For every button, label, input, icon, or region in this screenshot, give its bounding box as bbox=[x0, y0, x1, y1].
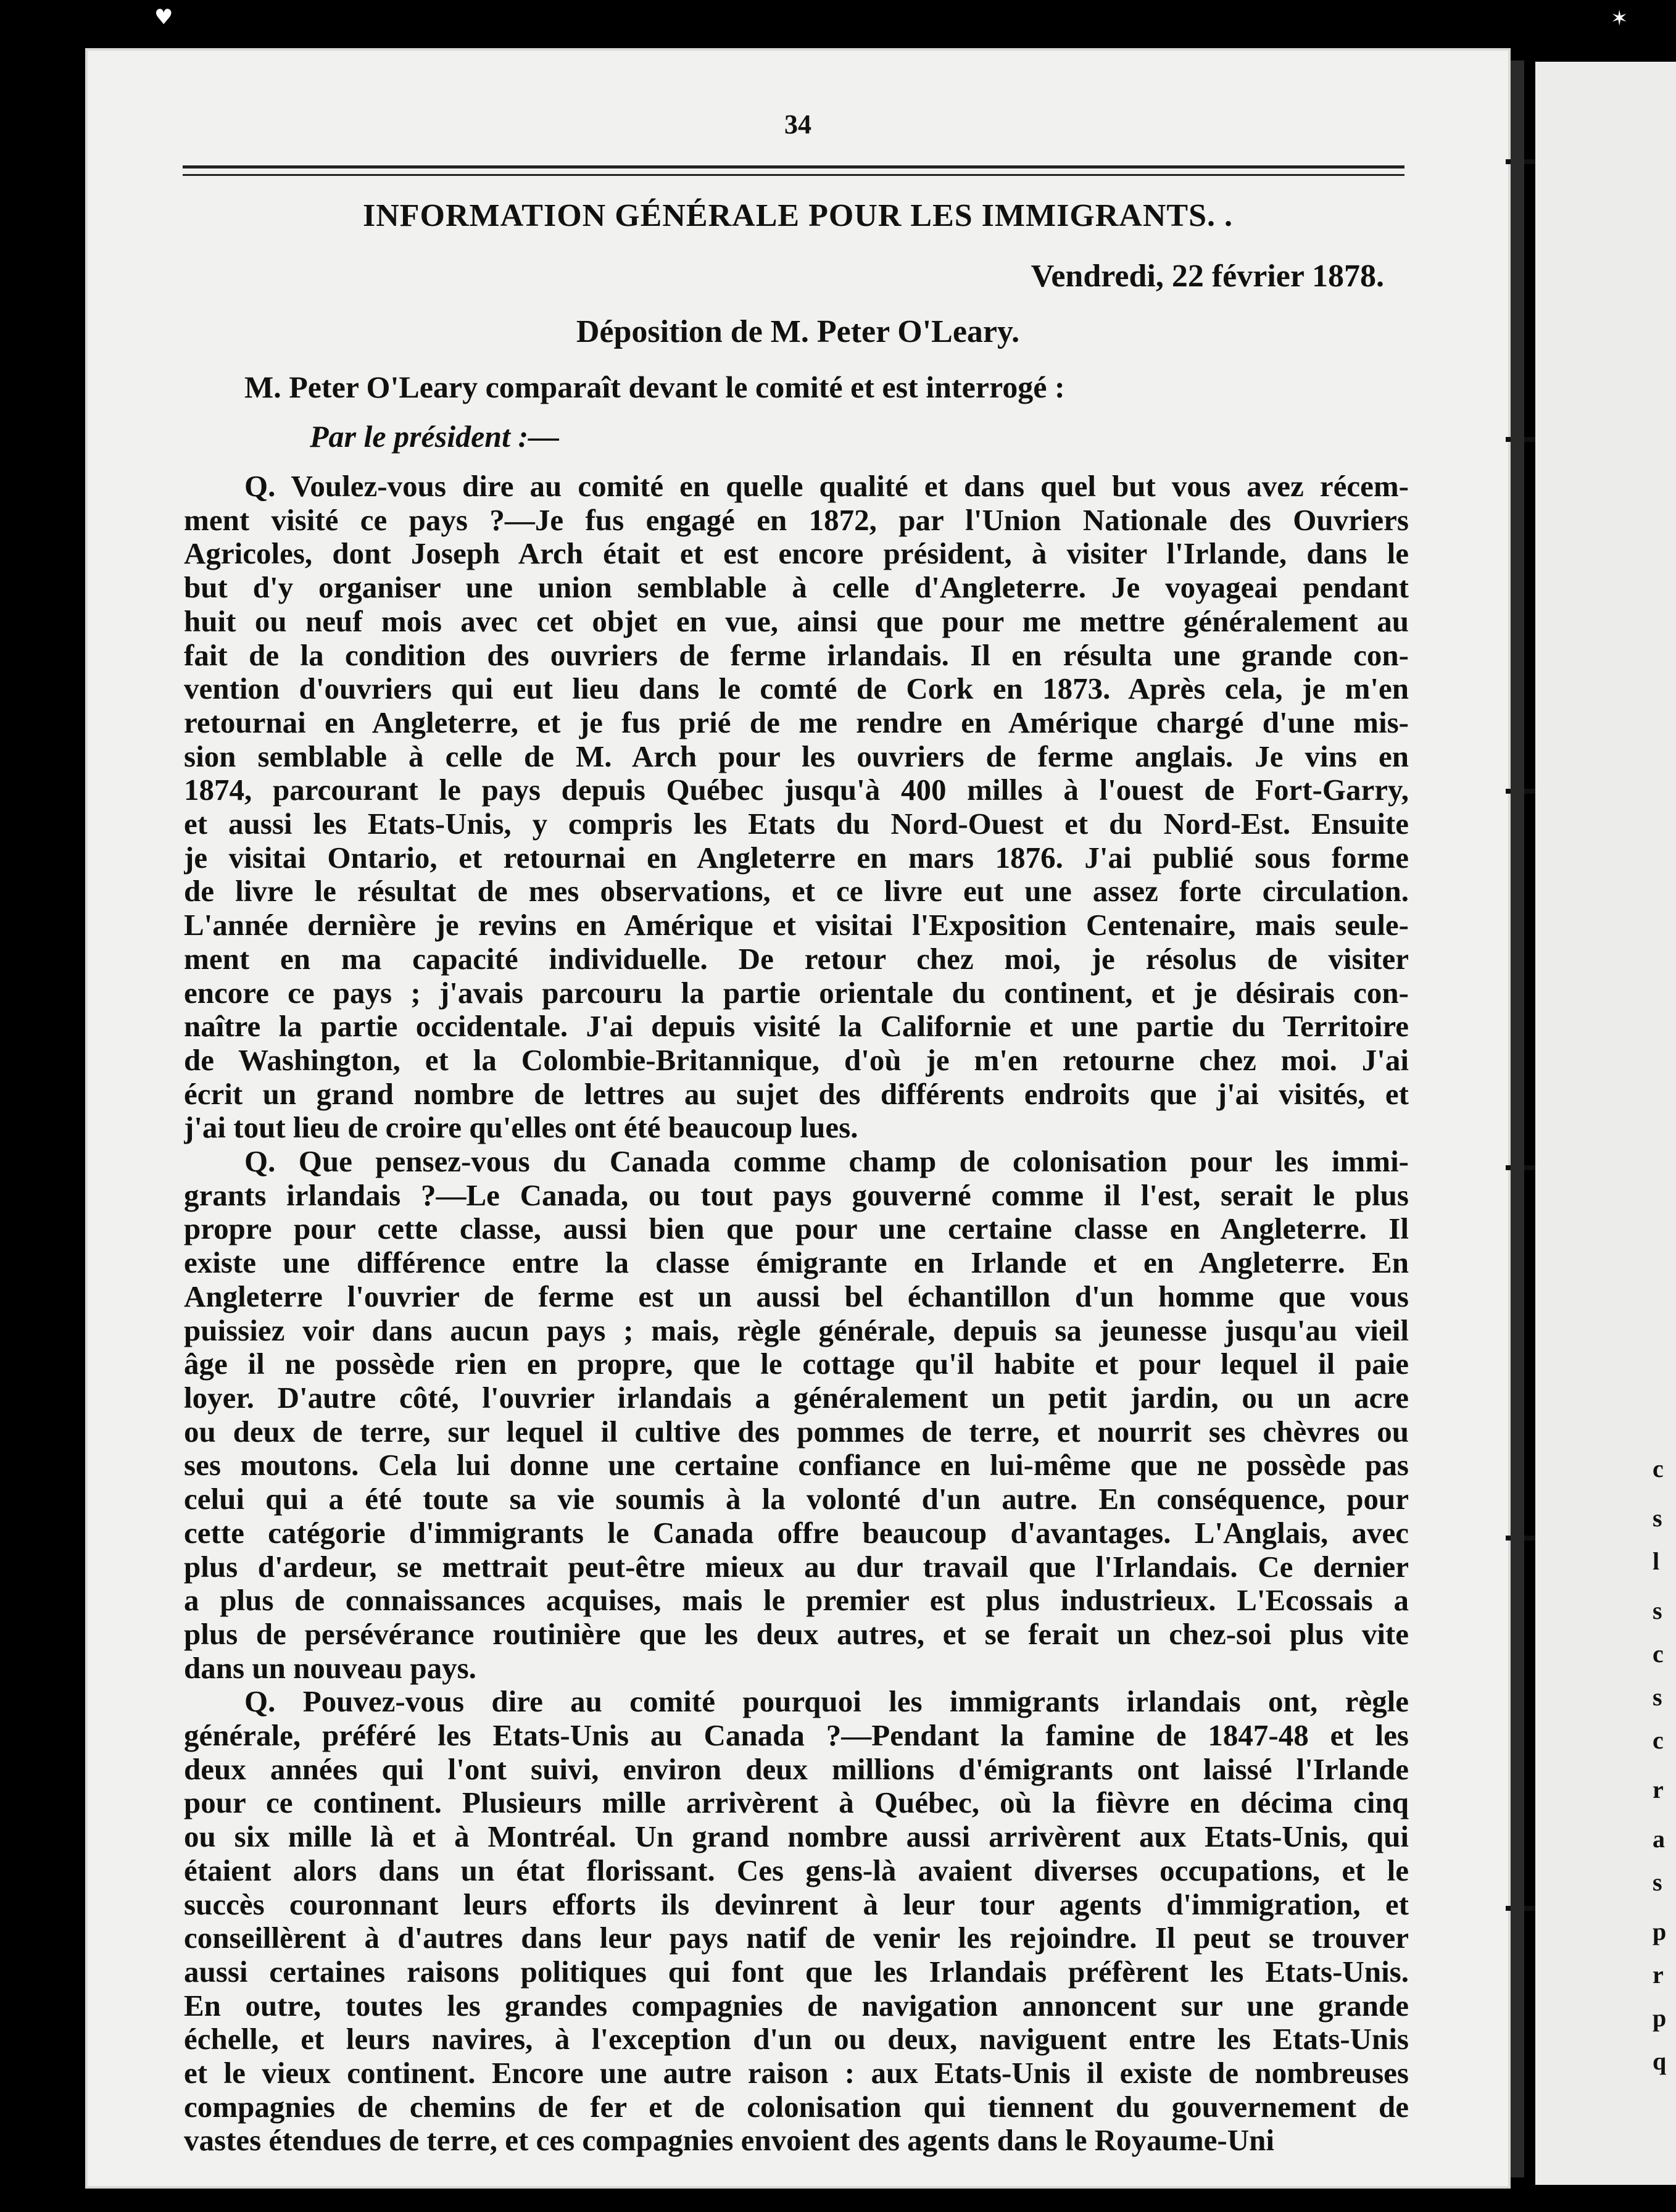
body-line: Angleterre l'ouvrier de ferme est un aussi bel échantillon d'un homme que vous bbox=[184, 1279, 1409, 1313]
adjacent-page-letter: r bbox=[1653, 1776, 1664, 1803]
body-line: huit ou neuf mois avec cet objet en vue, ainsi que pour me mettre généralement au bbox=[184, 604, 1409, 638]
body-line: encore ce pays ; j'avais parcouru la partie orientale du continent, et je désirais con- bbox=[184, 976, 1409, 1010]
scan-artifact-right: ✶ bbox=[1611, 6, 1628, 31]
body-line: ment visité ce pays ?—Je fus engagé en 1872, par l'Union Nationale des Ouvriers bbox=[184, 503, 1409, 537]
adjacent-page-letter: s bbox=[1653, 1504, 1662, 1532]
body-line: Q. Voulez-vous dire au comité en quelle qualité et dans quel but vous avez récem- bbox=[244, 470, 1409, 503]
adjacent-page-letter: r bbox=[1653, 1961, 1664, 1989]
page-number: 34 bbox=[784, 109, 811, 139]
body-line: vastes étendues de terre, et ces compagnies envoient des agents dans le Royaume-Uni bbox=[184, 2124, 1274, 2158]
body-line: et aussi les Etats-Unis, y compris les Etats du Nord-Ouest et du Nord-Est. Ensuite bbox=[184, 807, 1409, 841]
document-page bbox=[85, 48, 1511, 2189]
speaker-line: Par le président :— bbox=[310, 419, 560, 454]
adjacent-page-letter: q bbox=[1653, 2047, 1667, 2075]
body-line: naître la partie occidentale. J'ai depuis visité la Californie et une partie du Territoire bbox=[184, 1010, 1409, 1044]
body-text bbox=[184, 470, 1409, 2158]
adjacent-page-letter: c bbox=[1653, 1455, 1664, 1482]
adjacent-page-letter: s bbox=[1653, 1597, 1662, 1624]
body-line: Q. Pouvez-vous dire au comité pourquoi les immigrants irlandais ont, règle bbox=[244, 1685, 1409, 1719]
adjacent-page-letter: s bbox=[1653, 1683, 1662, 1711]
page-edge bbox=[1511, 60, 1524, 2177]
body-line: retournai en Angleterre, et je fus prié de me rendre en Amérique chargé d'une mis- bbox=[184, 705, 1409, 739]
body-line: grants irlandais ?—Le Canada, ou tout pays gouverné comme il l'est, serait le plus bbox=[184, 1178, 1409, 1212]
body-line: cette catégorie d'immigrants le Canada offre beaucoup d'avantages. L'Anglais, avec bbox=[184, 1516, 1409, 1550]
body-line: existe une différence entre la classe émigrante en Irlande et en Angleterre. En bbox=[184, 1246, 1409, 1280]
header-rule-thin bbox=[183, 174, 1404, 176]
page-title: INFORMATION GÉNÉRALE POUR LES IMMIGRANTS. . bbox=[362, 198, 1234, 233]
body-line: compagnies de chemins de fer et de colonisation qui tiennent du gouvernement de bbox=[184, 2090, 1409, 2124]
body-line: a plus de connaissances acquises, mais le premier est plus industrieux. L'Ecossais a bbox=[184, 1584, 1409, 1618]
body-line: échelle, et leurs navires, à l'exception d'un ou deux, naviguent entre les Etats-Unis bbox=[184, 2023, 1409, 2056]
body-line: deux années qui l'ont suivi, environ deux millions d'émigrants ont laissé l'Irlande bbox=[184, 1752, 1409, 1786]
body-line: écrit un grand nombre de lettres au sujet des différents endroits que j'ai visités, et bbox=[184, 1077, 1409, 1111]
body-line: générale, préféré les Etats-Unis au Canada ?—Pendant la famine de 1847-48 et les bbox=[184, 1719, 1409, 1753]
intro-line: M. Peter O'Leary comparaît devant le comité et est interrogé : bbox=[244, 370, 1065, 404]
body-line: Q. Que pensez-vous du Canada comme champ de colonisation pour les immi- bbox=[244, 1145, 1409, 1179]
body-line: et le vieux continent. Encore une autre raison : aux Etats-Unis il existe de nombreuses bbox=[184, 2056, 1409, 2090]
body-line: propre pour cette classe, aussi bien que pour une certaine classe en Angleterre. Il bbox=[184, 1212, 1409, 1246]
adjacent-page-letter: p bbox=[1653, 2004, 1667, 2032]
adjacent-page-letter: p bbox=[1653, 1918, 1667, 1945]
header-rule-thick bbox=[183, 165, 1404, 168]
body-line: je visitai Ontario, et retournai en Angleterre en mars 1876. J'ai publié sous forme bbox=[184, 841, 1409, 875]
body-line: ment en ma capacité individuelle. De retour chez moi, je résolus de visiter bbox=[184, 942, 1409, 976]
body-line: aussi certaines raisons politiques qui font que les Irlandais préfèrent les Etats-Unis. bbox=[184, 1955, 1409, 1989]
body-line: celui qui a été toute sa vie soumis à la volonté d'un autre. En conséquence, pour bbox=[184, 1482, 1409, 1516]
adjacent-page-letter: l bbox=[1653, 1547, 1660, 1575]
body-line: ou deux de terre, sur lequel il cultive des pommes de terre, et nourrit ses chèvres ou bbox=[184, 1415, 1409, 1449]
body-line: but d'y organiser une union semblable à celle d'Angleterre. Je voyageai pendant bbox=[184, 571, 1409, 605]
adjacent-page-letter: a bbox=[1653, 1825, 1665, 1853]
body-line: 1874, parcourant le pays depuis Québec jusqu'à 400 milles à l'ouest de Fort-Garry, bbox=[184, 773, 1409, 807]
body-line: loyer. D'autre côté, l'ouvrier irlandais a généralement un petit jardin, ou un acre bbox=[184, 1381, 1409, 1415]
body-line: ou six mille là et à Montréal. Un grand nombre aussi arrivèrent aux Etats-Unis, qui bbox=[184, 1820, 1409, 1854]
body-line: pour ce continent. Plusieurs mille arrivèrent à Québec, où la fièvre en décima cinq bbox=[184, 1786, 1409, 1820]
scan-artifact-left: ♥ bbox=[154, 5, 173, 30]
body-line: ses moutons. Cela lui donne une certaine confiance en lui-même que ne possède pas bbox=[184, 1449, 1409, 1482]
body-line: conseillèrent à d'autres dans leur pays natif de venir les rejoindre. Il peut se trouver bbox=[184, 1921, 1409, 1955]
body-line: de livre le résultat de mes observations, et ce livre eut une assez forte circulation. bbox=[184, 875, 1409, 908]
deposition-heading: Déposition de M. Peter O'Leary. bbox=[576, 314, 1020, 349]
body-line: En outre, toutes les grandes compagnies de navigation annoncent sur une grande bbox=[184, 1989, 1409, 2023]
adjacent-page-letter: c bbox=[1653, 1640, 1664, 1668]
body-line: puissiez voir dans aucun pays ; mais, règle générale, depuis sa jeunesse jusqu'au vieil bbox=[184, 1313, 1409, 1347]
body-line: fait de la condition des ouvriers de ferme irlandais. Il en résulta une grande con- bbox=[184, 638, 1409, 672]
body-line: vention d'ouvriers qui eut lieu dans le comté de Cork en 1873. Après cela, je m'en bbox=[184, 672, 1409, 706]
body-line: âge il ne possède rien en propre, que le cottage qu'il habite et pour lequel il paie bbox=[184, 1347, 1409, 1381]
adjacent-page-letter: s bbox=[1653, 1868, 1662, 1896]
body-line: j'ai tout lieu de croire qu'elles ont été beaucoup lues. bbox=[184, 1111, 858, 1145]
deposition-date: Vendredi, 22 février 1878. bbox=[1031, 259, 1384, 294]
body-line: étaient alors dans un état florissant. Ces gens-là avaient diverses occupations, et le bbox=[184, 1853, 1409, 1887]
body-line: sion semblable à celle de M. Arch pour les ouvriers de ferme anglais. Je vins en bbox=[184, 739, 1409, 773]
body-line: dans un nouveau pays. bbox=[184, 1651, 476, 1685]
body-line: L'année dernière je revins en Amérique et visitai l'Exposition Centenaire, mais seule- bbox=[184, 908, 1409, 942]
body-line: plus d'ardeur, se mettrait peut-être mieux au dur travail que l'Irlandais. Ce dernier bbox=[184, 1550, 1409, 1584]
body-line: Agricoles, dont Joseph Arch était et est encore président, à visiter l'Irlande, dans le bbox=[184, 537, 1409, 571]
body-line: succès couronnant leurs efforts ils devinrent à leur tour agents d'immigration, et bbox=[184, 1887, 1409, 1921]
body-line: de Washington, et la Colombie-Britannique, d'où je m'en retourne chez moi. J'ai bbox=[184, 1043, 1409, 1077]
adjacent-page-letter: c bbox=[1653, 1726, 1664, 1754]
adjacent-page-edge bbox=[1535, 62, 1676, 2185]
body-line: plus de persévérance routinière que les deux autres, et se ferait un chez-soi plus vite bbox=[184, 1617, 1409, 1651]
